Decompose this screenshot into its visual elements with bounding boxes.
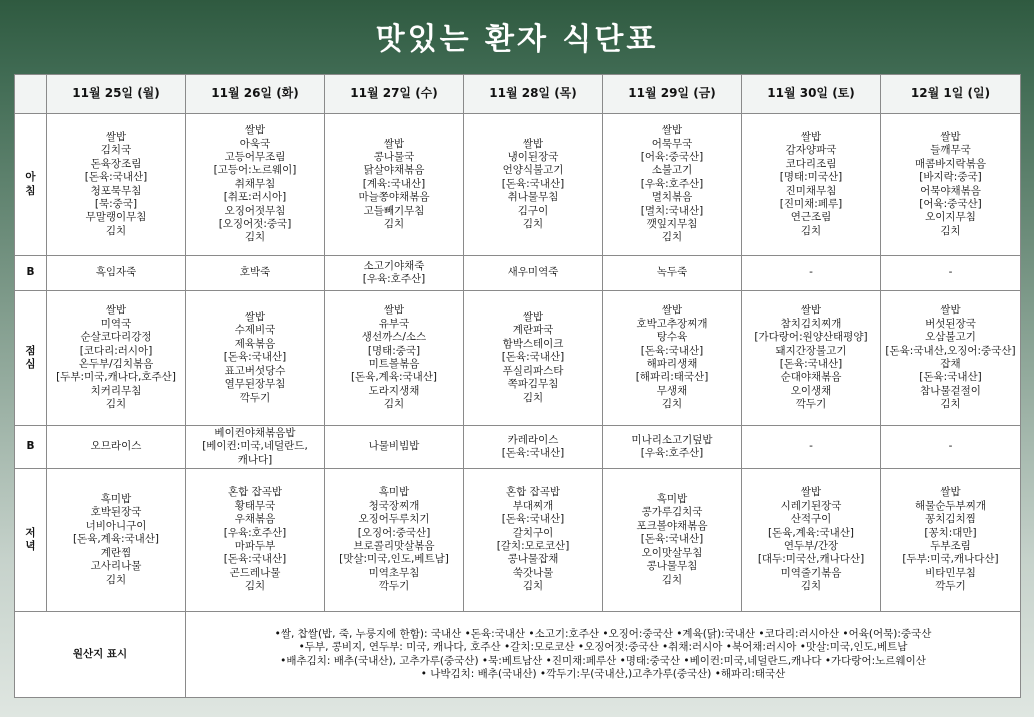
menu-item: [계육:국내산] [362,177,426,190]
menu-item: 김치 [661,231,683,244]
menu-item: [돈육:국내산] [501,177,565,190]
menu-item: 콩나물잡채 [507,553,559,566]
menu-item: 어묵야채볶음 [920,184,981,197]
meal-row [15,291,1021,426]
menu-item: [가다랑어:원양산태평양] [754,331,868,344]
menu-item: - [809,266,813,279]
meal-label-char: 저 [25,526,36,539]
menu-item: 쌀밥 [661,304,683,317]
menu-item: [돈육:국내산] [501,447,565,459]
menu-cell [464,114,603,256]
origin-line: •두부, 콩비지, 연두부: 미국, 캐나다, 호주산 •갈치:모로코산 •오징어젓:중국산 •취채:러시아 •북어채:러시아 •맛살:미국,인도,베트남 [298,641,908,654]
menu-cell [742,426,881,469]
meal-row [15,256,1021,291]
menu-item: 시레기된장국 [780,499,842,512]
menu-item: [돈육:국내산] [779,358,843,370]
menu-item: 깍두기 [239,391,271,404]
menu-cell [881,256,1021,291]
menu-item: 어묵무국 [651,137,693,150]
meal-row [15,426,1021,469]
menu-item: 순살코다리강정 [80,331,152,344]
menu-cell [742,469,881,612]
menu-item: 황태무국 [234,499,276,512]
menu-cell [881,114,1021,256]
menu-item: [우육:호주산] [362,273,426,285]
menu-item: 콩가루김치국 [641,506,703,519]
meal-label [15,114,47,256]
origin-line: •배추김치: 배추(국내산), 고추가루(중국산) •묵:베트남산 •진미채:페루산 •명태:중국산 •베이컨:미국,네덜란드,캐나다 •가다랑어:노르웨이산 [280,654,926,667]
menu-item: [맛살:미국,인도,베트남] [339,553,449,566]
menu-item: 혼합 잡곡밥 [227,486,283,499]
menu-item: [오징어젓:중국] [218,218,292,231]
day-header: 11월 25일 (월) [47,75,186,114]
menu-item: [해파리:태국산] [635,371,709,384]
menu-item: 카레라이스 [507,433,559,446]
menu-cell [325,114,464,256]
menu-item: 포크볼야채볶음 [636,519,708,532]
menu-item: [명태:미국산] [779,171,843,184]
menu-cell [47,426,186,469]
menu-cell [464,291,603,426]
menu-item: [어육:중국산] [919,197,982,210]
menu-item: 너비아니구이 [85,519,147,532]
menu-item: 흑임자죽 [95,266,137,279]
menu-cell [186,256,325,291]
meal-label-char: 녁 [25,540,36,552]
menu-item: 마늘쫑야채볶음 [358,191,430,204]
menu-item: 진미채무침 [785,184,837,197]
menu-cell [603,291,742,426]
meal-label [15,426,47,469]
menu-item: 김치 [105,224,127,237]
menu-cell [881,291,1021,426]
header-row [15,75,1021,114]
menu-item: 쌀밥 [800,486,822,499]
menu-cell [325,426,464,469]
menu-item: 깻잎지무침 [646,218,698,231]
menu-item: [돈육:국내산] [223,351,287,364]
menu-item: 깍두기 [378,580,410,593]
menu-item: 고들빼기무침 [363,204,425,217]
menu-item: 푸실리파스타 [502,364,564,377]
meal-table [14,74,1021,698]
menu-item: [돈육,계육:국내산] [72,533,160,546]
menu-cell [464,426,603,469]
menu-item: [돈육,계육:국내산] [767,526,855,539]
menu-item: 순대야채볶음 [780,371,842,384]
menu-item: 연두부/간장 [783,540,839,552]
menu-item: 미나리소고기덮밥 [631,433,713,446]
menu-item: [우육:호주산] [640,177,704,190]
menu-item: 참나물겉절이 [920,384,981,397]
menu-item: [돈육,계육:국내산] [350,371,438,384]
menu-item: 냉이된장국 [507,150,559,163]
menu-item: 베이컨야채볶음밥 [214,426,296,439]
meal-label-char: 심 [25,358,36,370]
menu-cell [186,114,325,256]
origin-label: 원산지 표시 [15,612,186,698]
menu-cell [325,256,464,291]
day-header: 11월 26일 (화) [186,75,325,114]
meal-label-char: 점 [25,344,36,357]
menu-item: 수제비국 [234,324,276,337]
menu-item: 청국장찌개 [368,499,420,512]
menu-item: 취채무침 [234,177,276,190]
menu-cell [603,114,742,256]
menu-item: 김치 [383,398,405,411]
menu-item: [돈육:국내산,오징어:중국산] [885,344,1016,357]
menu-item: 오므라이스 [90,440,142,453]
menu-item: 감자양파국 [785,144,837,157]
menu-item: - [948,440,953,453]
menu-item: 나물비빔밥 [368,440,420,453]
menu-item: 매콤바지락볶음 [914,157,986,170]
menu-item: 김치 [661,398,683,411]
menu-item: 버섯된장국 [925,317,976,330]
menu-item: 김치 [383,218,405,231]
menu-item: 코다리조림 [785,157,837,170]
menu-item: 쌀밥 [522,311,544,324]
menu-item: 호박죽 [239,266,271,279]
menu-item: 깍두기 [795,398,827,411]
menu-item: 쌀밥 [800,130,822,143]
menu-item: 탕수육 [656,331,688,344]
menu-item: 쌀밥 [940,130,961,143]
page-title: 맛있는 환자 식단표 [375,22,659,57]
menu-item: 오이생채 [790,384,832,397]
menu-item: [우육:호주산] [223,526,287,539]
menu-item: [두부:미국,캐나다산] [902,553,999,566]
menu-item: 쑥갓나물 [512,566,554,579]
menu-item: 미역초무침 [368,566,420,579]
menu-item: 오징어젓무침 [224,204,286,217]
menu-item: [돈육:국내산] [84,171,148,184]
meal-label-char: B [26,440,35,453]
menu-item: [꽁치:대만] [924,526,977,539]
menu-item: 제육볶음 [234,337,276,350]
menu-item: 김치 [940,224,961,237]
menu-item: 마파두부 [234,540,276,552]
menu-cell [881,426,1021,469]
menu-item: 멸치볶음 [651,191,693,204]
menu-cell [603,256,742,291]
menu-item: 쌀밥 [383,137,405,150]
menu-cell [603,426,742,469]
menu-cell [186,469,325,612]
menu-item: 쌀밥 [244,124,266,137]
meal-row [15,469,1021,612]
day-header: 11월 30일 (토) [742,75,881,114]
day-header: 11월 28일 (목) [464,75,603,114]
menu-cell [47,291,186,426]
menu-item: 김치국 [100,144,132,157]
menu-item: 쌀밥 [105,304,127,317]
menu-item: [대두:미국산,캐나다산] [757,553,865,566]
day-header: 12월 1일 (일) [881,75,1021,114]
menu-item: 아욱국 [239,137,271,150]
menu-cell [325,469,464,612]
meal-label [15,469,47,612]
menu-item: [취포:러시아] [223,191,287,204]
meal-label [15,291,47,426]
menu-cell [881,469,1021,612]
menu-item: 취나물무침 [507,191,559,204]
menu-item: [바지락:중국] [919,171,982,184]
menu-item: [돈육:국내산] [223,553,287,566]
menu-item: [코다리:러시아] [79,344,153,357]
menu-item: 콩나물무침 [646,560,698,573]
menu-item: 계란파국 [512,324,554,337]
menu-item: 김치 [105,398,127,411]
menu-item: 흑미밥 [656,493,688,506]
menu-item: 혼합 잡곡밥 [505,486,561,499]
menu-item: [돈육:국내산] [501,513,565,526]
menu-item: [갈치:모로코산] [496,540,570,552]
day-header: 11월 27일 (수) [325,75,464,114]
corner-cell [15,75,47,114]
menu-item: 도라지생채 [368,384,420,397]
menu-item: 쪽파김무침 [507,378,559,391]
menu-item: 잡채 [940,358,961,370]
menu-item: 미역국 [100,317,132,330]
origin-line: • 나박김치: 배추(국내산) •깍두기:무(국내산,)고추가루(중국산) •해파리:태국산 [420,667,786,680]
menu-cell [47,256,186,291]
menu-item: 김치 [105,573,127,586]
menu-item: 쌀밥 [105,130,127,143]
menu-item: 흑미밥 [100,493,132,506]
menu-item: 호박된장국 [90,506,142,519]
meal-label [15,256,47,291]
menu-item: 호박고추장찌개 [636,317,708,330]
menu-item: 흑미밥 [378,486,410,499]
menu-cell [47,469,186,612]
menu-item: 쌀밥 [522,137,544,150]
menu-item: 들깨무국 [930,144,971,157]
menu-item: 우채볶음 [234,513,276,526]
menu-item: 소고기야채죽 [363,259,425,272]
menu-item: 쌀밥 [661,124,683,137]
meal-label-char: 아 [25,171,36,184]
menu-item: 녹두죽 [656,266,688,279]
menu-cell [464,256,603,291]
menu-item: 김치 [800,224,822,237]
menu-item: 온두부/김치볶음 [78,358,154,370]
menu-item: 쌀밥 [383,304,405,317]
menu-item: 고사리나물 [90,560,142,573]
menu-item: 쌀밥 [940,486,961,499]
menu-item: 쌀밥 [244,311,266,324]
menu-item: [우육:호주산] [640,447,704,459]
menu-item: 무말랭이무침 [85,211,147,224]
menu-item: 곤드레나물 [229,566,281,579]
menu-item: 청포묵무침 [90,184,142,197]
menu-item: [명태:중국] [367,344,421,357]
menu-item: 참치김치찌개 [780,317,842,330]
menu-item: [돈육:국내산] [640,344,704,357]
menu-item: [베이컨:미국,네덜란드, [202,440,308,453]
menu-item: [묵:중국] [94,197,138,210]
menu-item: 표고버섯당수 [224,364,286,377]
menu-item: 김치 [522,580,544,593]
menu-item: 김구이 [517,204,549,217]
menu-item: 산적구이 [790,513,832,526]
menu-item: - [948,266,953,279]
menu-cell [186,426,325,469]
menu-item: [돈육:국내산] [640,533,704,546]
menu-item: [어육:중국산] [640,150,704,163]
menu-item: 무생채 [656,384,688,397]
menu-cell [325,291,464,426]
meal-label-char: B [26,266,35,279]
menu-item: 비타민무침 [925,566,976,579]
menu-item: 김치 [522,218,544,231]
menu-item: 해물순두부찌개 [914,499,986,512]
menu-item: [돈육:국내산] [501,351,565,364]
menu-item: 연근조림 [790,211,832,224]
menu-item: 꽁치김치찜 [925,513,976,526]
origin-line: •쌀, 찹쌀(밥, 죽, 누룽지에 한함): 국내산 •돈육:국내산 •소고기:호주산 •오징어:중국산 •계육(닭):국내산 •코다리:러시아산 •어육(어묵):중국산 [274,627,932,640]
menu-item: - [809,440,813,453]
menu-item: 유부국 [378,317,410,330]
menu-item: 두부조림 [930,540,971,552]
menu-cell [464,469,603,612]
menu-item: 깍두기 [935,580,966,593]
menu-item: 브로콜리맛살볶음 [353,540,435,552]
menu-item: 캐나다] [237,453,273,466]
menu-item: [돈육:국내산] [919,371,982,384]
menu-item: 미트볼볶음 [368,358,420,370]
menu-item: 돼지간장불고기 [775,344,847,357]
menu-item: 돈육장조림 [90,157,142,170]
menu-item: 계란찜 [100,546,132,559]
menu-item: 김치 [800,580,822,593]
menu-item: 쌀밥 [940,304,961,317]
menu-item: 쌀밥 [800,304,822,317]
menu-item: [멸치:국내산] [640,204,704,217]
menu-item: 김치 [522,391,544,404]
menu-item: [진미채:페루] [779,197,843,210]
menu-item: 오징어두루치기 [358,513,430,526]
menu-item: 언양식불고기 [502,164,564,177]
menu-item: [오징어:중국산] [357,526,431,539]
meal-row [15,114,1021,256]
menu-item: 김치 [244,231,266,244]
menu-item: 콩나물국 [373,150,415,163]
menu-cell [186,291,325,426]
menu-item: 해파리생채 [646,358,698,370]
menu-item: 소불고기 [651,164,693,177]
menu-item: 김치 [661,573,683,586]
menu-cell [742,114,881,256]
menu-item: 오이지무침 [925,211,976,224]
menu-item: 부대찌개 [512,499,554,512]
menu-cell [742,256,881,291]
origin-notes [186,612,1021,698]
menu-item: 미역줄기볶음 [780,566,842,579]
menu-item: 김치 [940,398,961,411]
day-header: 11월 29일 (금) [603,75,742,114]
menu-item: 치커리무침 [90,384,142,397]
menu-item: 고등어무조림 [224,150,286,163]
menu-item: 열무된장무침 [224,378,286,391]
menu-item: 새우미역죽 [507,266,559,279]
menu-cell [603,469,742,612]
menu-item: [고등어:노르웨이] [213,164,297,177]
menu-item: 닭살야채볶음 [363,164,425,177]
menu-item: 갈치구이 [512,526,554,539]
menu-item: 오이맛살무침 [641,546,703,559]
menu-item: 함박스테이크 [502,337,564,350]
menu-item: [두부:미국,캐나다,호주산] [56,371,176,384]
menu-cell [47,114,186,256]
menu-item: 김치 [244,580,266,593]
menu-cell [742,291,881,426]
menu-item: 생선까스/소스 [361,331,427,344]
meal-label-char: 침 [25,184,36,197]
origin-row [15,612,1021,698]
menu-item: 오삼불고기 [925,331,976,344]
